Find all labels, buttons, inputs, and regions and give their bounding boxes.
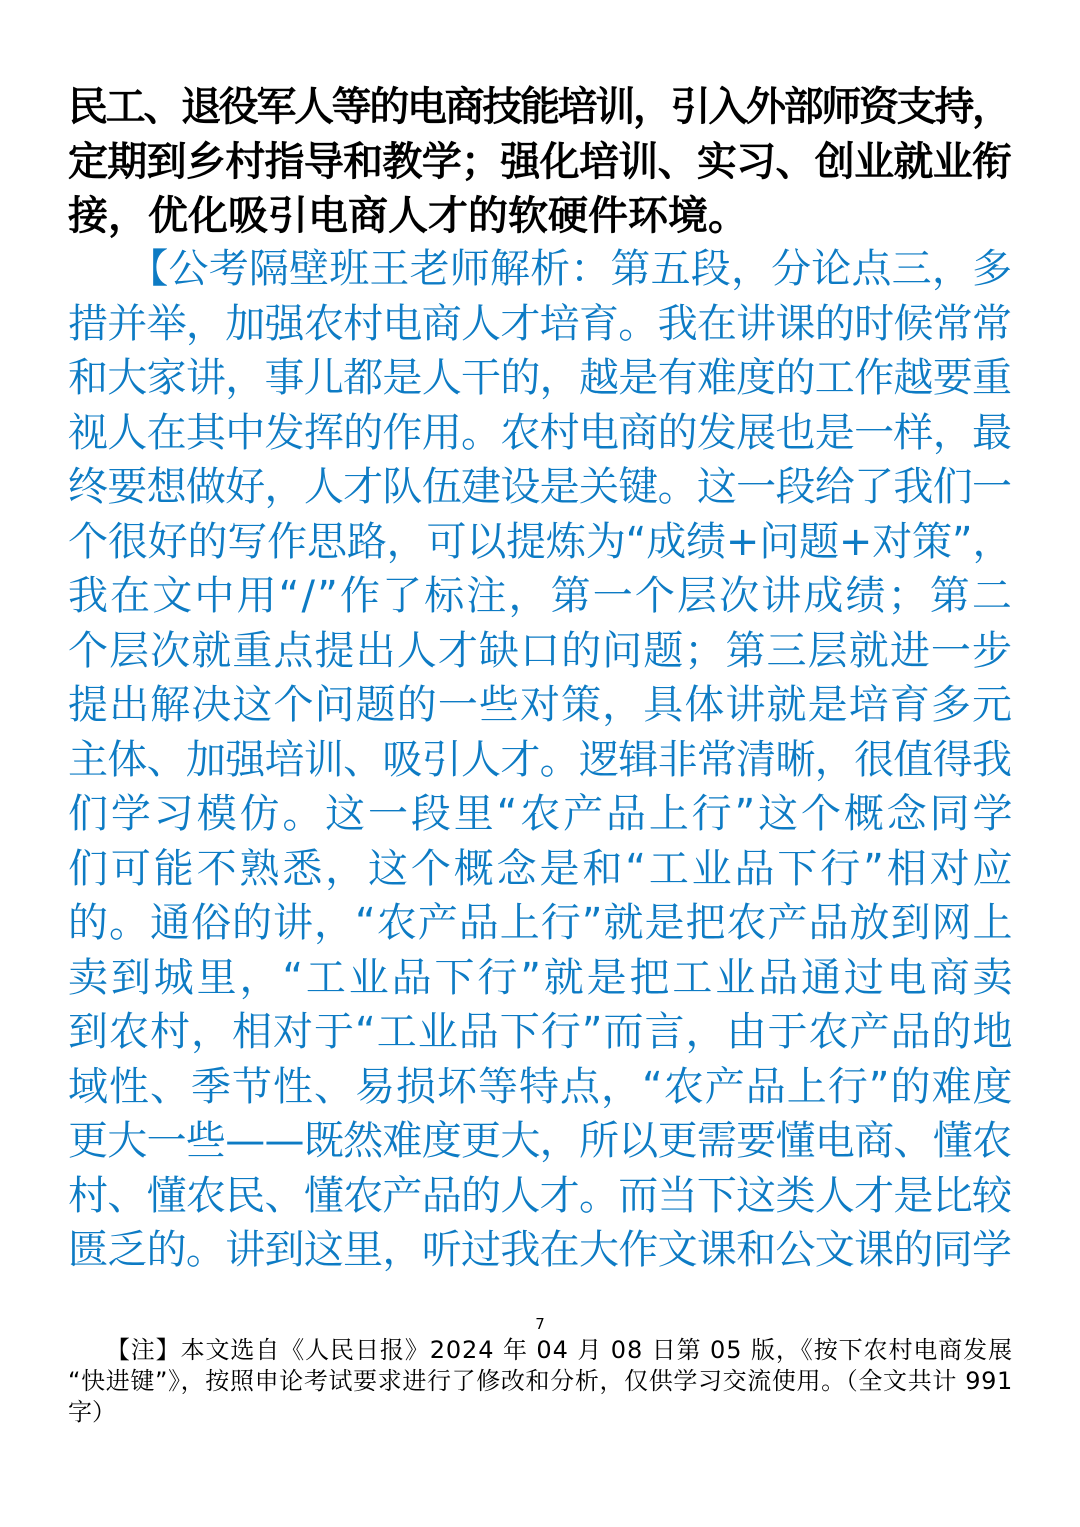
note-text-line: 字） <box>68 1398 116 1426</box>
analysis-text-line: 【公考隔壁班王老师解析：第五段，分论点三，多 <box>68 246 1013 292</box>
analysis-text-line: 个层次就重点提出人才缺口的问题；第三层就进一步 <box>68 627 1014 674</box>
analysis-text-line: 终要想做好，人才队伍建设是关键。这一段给了我们一 <box>68 464 1012 510</box>
analysis-text-line: 们学习模仿。这一段里“农产品上行”这个概念同学 <box>68 791 1016 837</box>
page-number: 7 <box>535 1315 545 1333</box>
analysis-text-line: 们可能不熟悉，这个概念是和“工业品下行”相对应 <box>68 845 1016 892</box>
analysis-text-line: 的。通俗的讲，“农产品上行”就是把农产品放到网上 <box>68 900 1014 946</box>
analysis-text-line: 村、懂农民、懂农产品的人才。而当下这类人才是比较 <box>68 1172 1012 1219</box>
analysis-text-line: 提出解决这个问题的一些对策，具体讲就是培育多元 <box>68 682 1014 728</box>
analysis-text-line: 域性、季节性、易损坏等特点，“农产品上行”的难度 <box>68 1063 1014 1110</box>
body-text-line: 民工、退役军人等的电商技能培训，引入外部师资支持， <box>68 84 1010 130</box>
analysis-text-line: 到农村，相对于“工业品下行”而言，由于农产品的地 <box>68 1009 1014 1055</box>
analysis-text-line: 视人在其中发挥的作用。农村电商的发展也是一样，最 <box>68 409 1012 456</box>
analysis-text-line: 和大家讲，事儿都是人干的，越是有难度的工作越要重 <box>68 355 1012 401</box>
analysis-text-line: 主体、加强培训、吸引人才。逻辑非常清晰，很值得我 <box>68 736 1012 783</box>
analysis-text-line: 匮乏的。讲到这里，听过我在大作文课和公文课的同学 <box>68 1227 1012 1273</box>
analysis-text-line: 我在文中用“/”作了标注，第一个层次讲成绩；第二 <box>68 573 1015 619</box>
note-text-line: 【注】本文选自《人民日报》2024 年 04 月 08 日第 05 版，《按下农村电商发展 <box>68 1336 1014 1364</box>
body-text-line: 接，优化吸引电商人才的软硬件环境。 <box>68 193 748 239</box>
analysis-text-line: 更大一些——既然难度更大，所以更需要懂电商、懂农 <box>68 1118 1012 1164</box>
analysis-text-line: 个很好的写作思路，可以提炼为“成绩+问题+对策”， <box>68 518 1013 565</box>
analysis-text-line: 卖到城里，“工业品下行”就是把工业品通过电商卖 <box>68 954 1016 1001</box>
note-text-line: “快进键”》，按照申论考试要求进行了修改和分析，仅供学习交流使用。（全文共计 991 <box>68 1367 1013 1395</box>
body-text-line: 定期到乡村指导和教学；强化培训、实习、创业就业衔 <box>68 138 1012 185</box>
analysis-text-line: 措并举，加强农村电商人才培育。我在讲课的时候常常 <box>68 300 1012 347</box>
